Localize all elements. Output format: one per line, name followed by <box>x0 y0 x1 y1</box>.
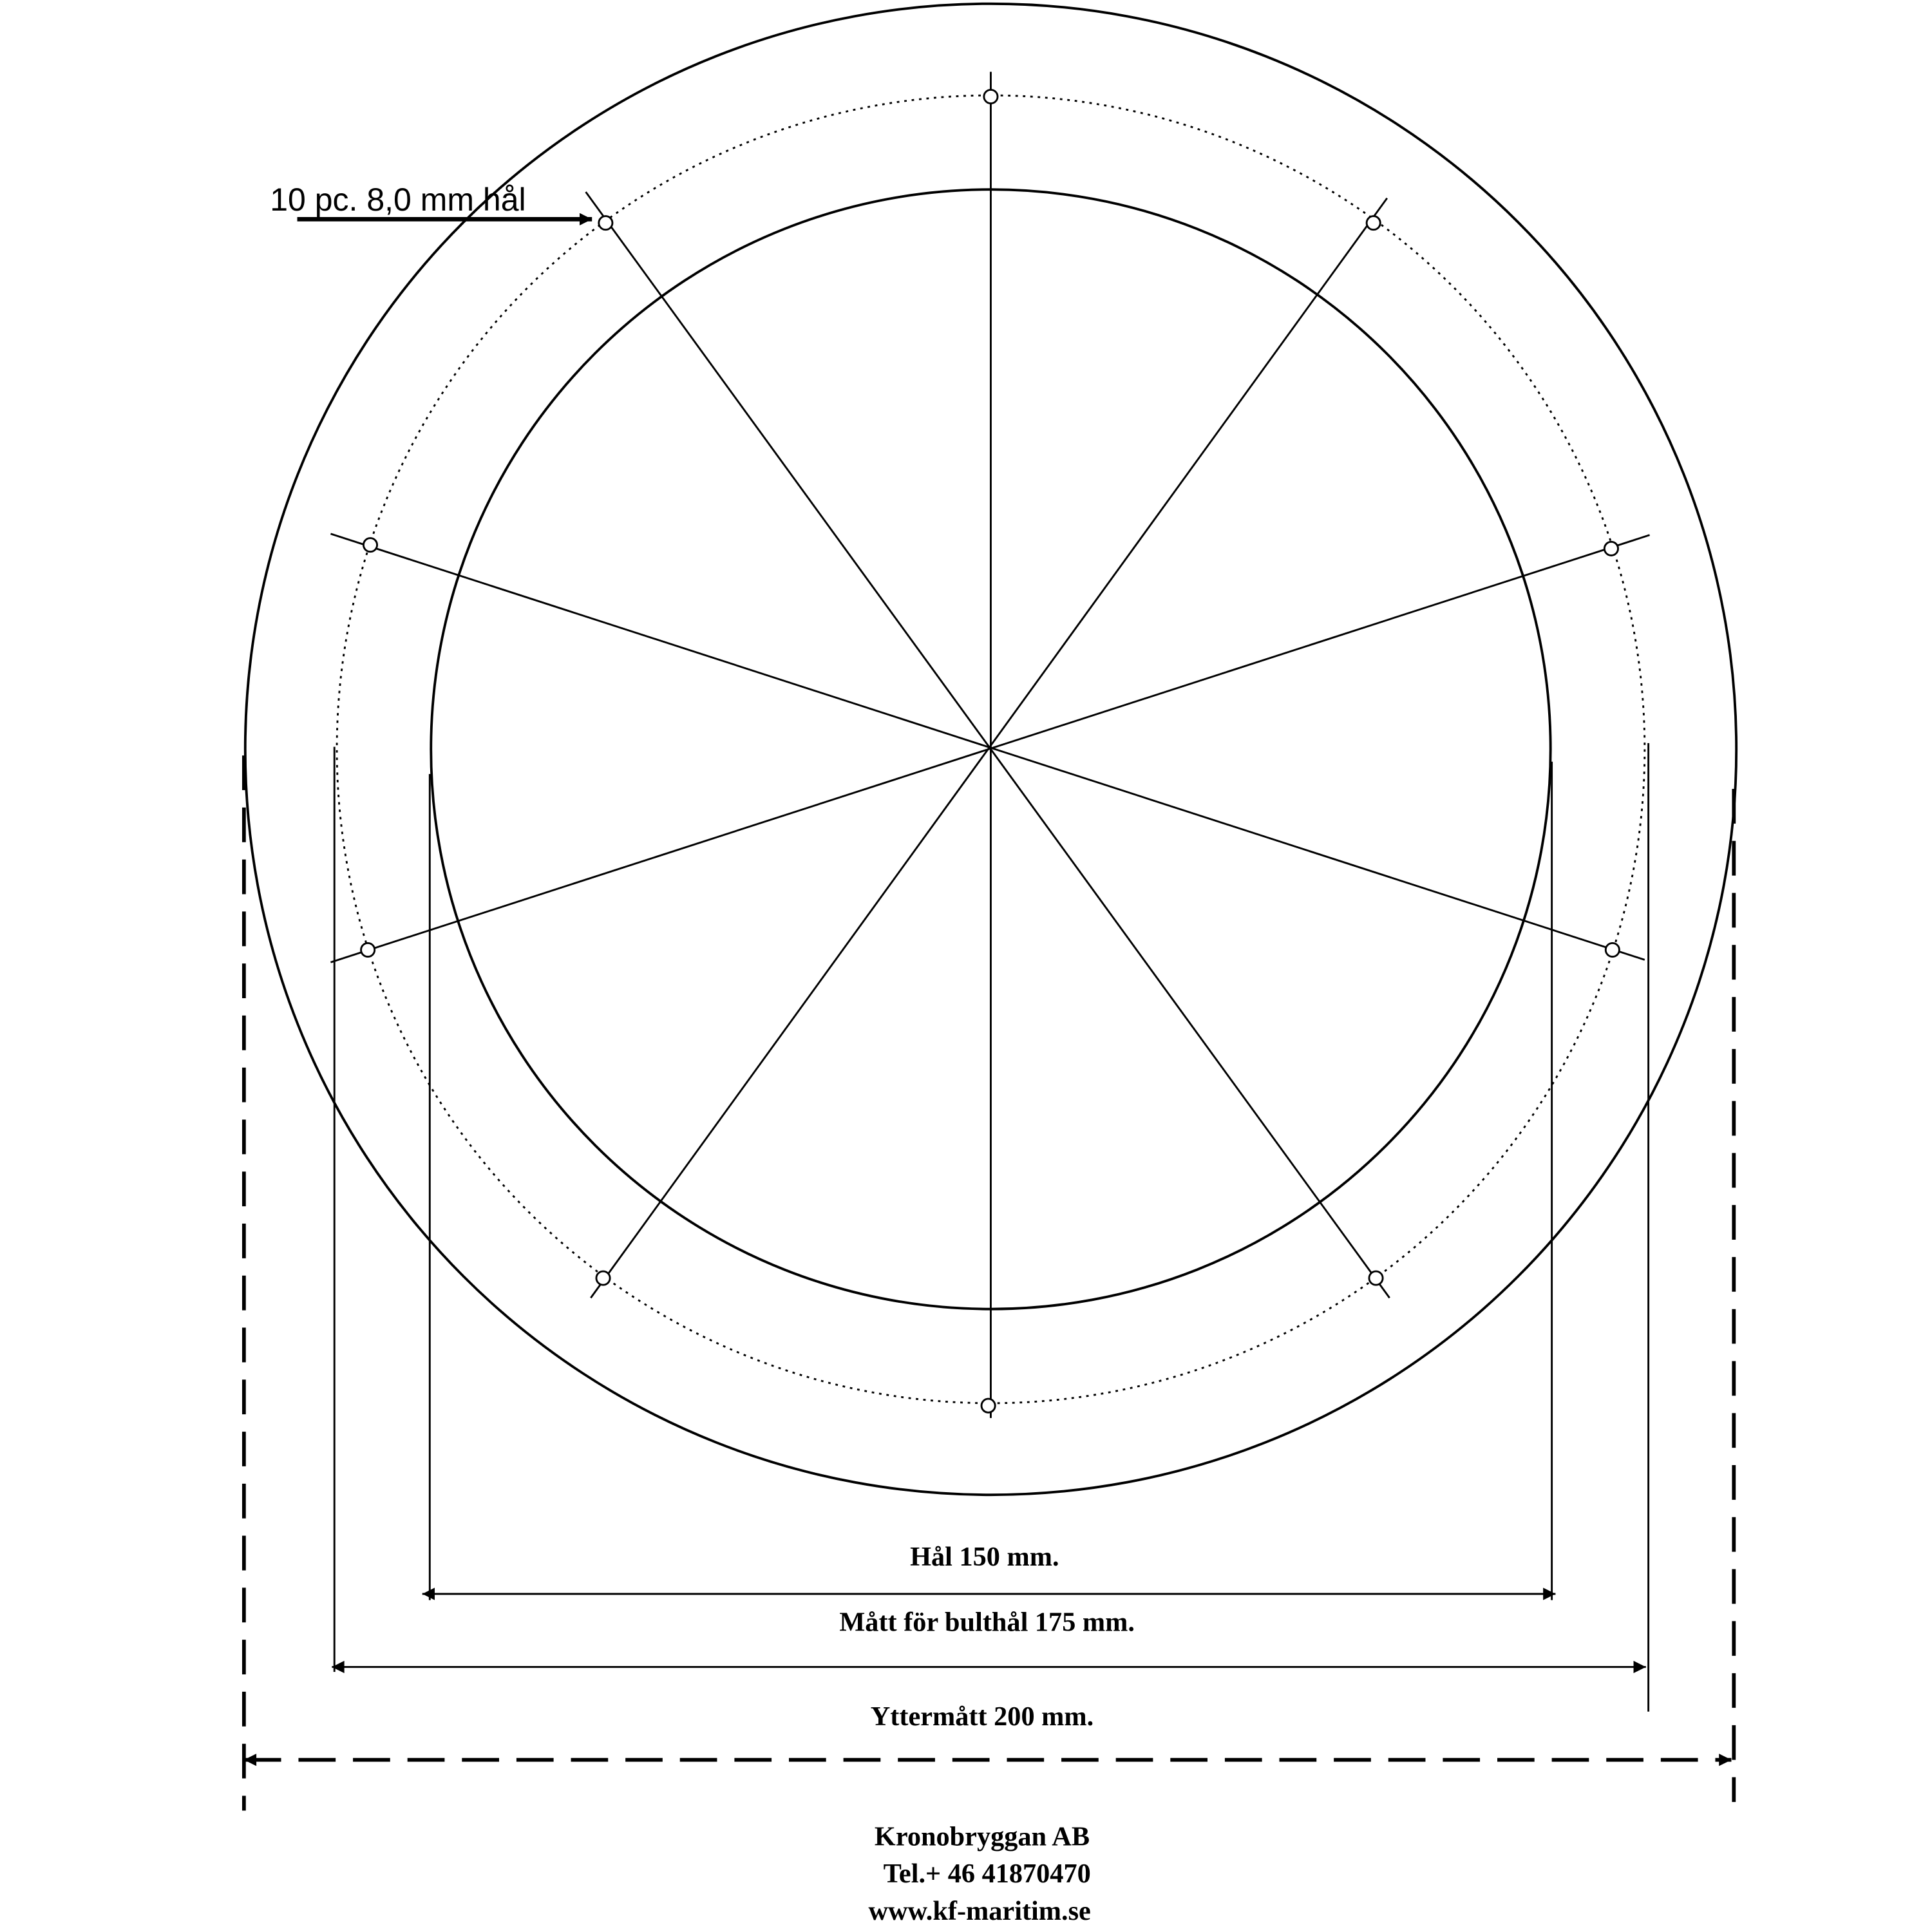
company-phone: Tel.+ 46 41870470 <box>883 1859 1091 1889</box>
bolt-hole <box>1369 1271 1383 1285</box>
bolt-hole <box>1604 542 1618 555</box>
radial-lines <box>330 72 1649 1418</box>
radial-line <box>586 192 1390 1298</box>
bolt-hole <box>599 216 612 230</box>
bolt-hole <box>363 538 377 552</box>
radial-line <box>330 534 1644 960</box>
company-name: Kronobryggan AB <box>874 1821 1090 1852</box>
company-website: www.kf-maritim.se <box>868 1895 1091 1926</box>
bolt-hole <box>596 1271 610 1285</box>
bolt-hole <box>1367 216 1380 230</box>
hole-dimension-label: Hål 150 mm. <box>910 1541 1059 1572</box>
bolt-hole <box>1605 943 1619 956</box>
outer-dimension-label: Yttermått 200 mm. <box>870 1701 1094 1732</box>
holes-label: 10 pc. 8,0 mm hål <box>270 181 526 218</box>
bolt-hole <box>984 90 998 103</box>
bolt-hole <box>361 943 375 956</box>
bolt-circle-dimension-label: Mått för bulthål 175 mm. <box>839 1607 1135 1638</box>
bolt-hole <box>981 1399 995 1412</box>
